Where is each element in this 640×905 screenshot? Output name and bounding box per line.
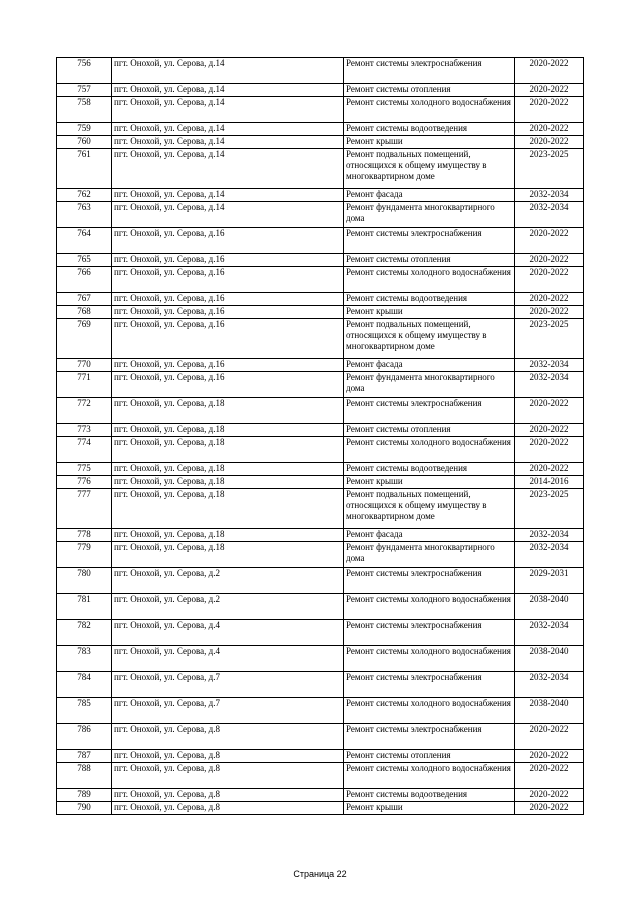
work-type-cell: Ремонт системы холодного водоснабжения	[344, 97, 515, 123]
work-type-cell: Ремонт фундамента многоквартирного дома	[344, 202, 515, 228]
period-cell: 2020-2022	[515, 437, 584, 463]
address-cell: пгт. Онохой, ул. Серова, д.16	[112, 267, 344, 293]
table-row	[57, 463, 584, 476]
table-row	[57, 542, 584, 568]
table-row	[57, 319, 584, 359]
row-number-cell: 790	[57, 802, 112, 815]
period-cell: 2020-2022	[515, 724, 584, 750]
address-cell: пгт. Онохой, ул. Серова, д.18	[112, 542, 344, 568]
table-row	[57, 646, 584, 672]
period-cell: 2020-2022	[515, 228, 584, 254]
row-number-cell: 771	[57, 372, 112, 398]
address-cell: пгт. Онохой, ул. Серова, д.8	[112, 724, 344, 750]
row-number-cell: 780	[57, 568, 112, 594]
work-type-cell: Ремонт системы отопления	[344, 424, 515, 437]
row-number-cell: 765	[57, 254, 112, 267]
work-type-cell: Ремонт системы электроснабжения	[344, 58, 515, 84]
work-type-cell: Ремонт фундамента многоквартирного дома	[344, 372, 515, 398]
row-number-cell: 762	[57, 189, 112, 202]
work-type-cell: Ремонт системы холодного водоснабжения	[344, 267, 515, 293]
row-number-cell: 784	[57, 672, 112, 698]
address-cell: пгт. Онохой, ул. Серова, д.18	[112, 398, 344, 424]
work-type-cell: Ремонт крыши	[344, 476, 515, 489]
work-type-cell: Ремонт системы холодного водоснабжения	[344, 594, 515, 620]
work-type-cell: Ремонт системы отопления	[344, 84, 515, 97]
row-number-cell: 782	[57, 620, 112, 646]
table-row	[57, 424, 584, 437]
row-number-cell: 768	[57, 306, 112, 319]
address-cell: пгт. Онохой, ул. Серова, д.4	[112, 646, 344, 672]
page-number: Страница 22	[293, 869, 347, 879]
work-type-cell: Ремонт крыши	[344, 136, 515, 149]
table-row	[57, 437, 584, 463]
period-cell: 2020-2022	[515, 398, 584, 424]
period-cell: 2023-2025	[515, 149, 584, 189]
row-number-cell: 759	[57, 123, 112, 136]
row-number-cell: 786	[57, 724, 112, 750]
address-cell: пгт. Онохой, ул. Серова, д.18	[112, 463, 344, 476]
table-row	[57, 802, 584, 815]
table-row	[57, 789, 584, 802]
row-number-cell: 787	[57, 750, 112, 763]
work-type-cell: Ремонт крыши	[344, 802, 515, 815]
address-cell: пгт. Онохой, ул. Серова, д.18	[112, 529, 344, 542]
address-cell: пгт. Онохой, ул. Серова, д.7	[112, 698, 344, 724]
row-number-cell: 772	[57, 398, 112, 424]
row-number-cell: 773	[57, 424, 112, 437]
period-cell: 2020-2022	[515, 750, 584, 763]
work-type-cell: Ремонт системы водоотведения	[344, 293, 515, 306]
address-cell: пгт. Онохой, ул. Серова, д.8	[112, 789, 344, 802]
work-type-cell: Ремонт системы отопления	[344, 750, 515, 763]
table-row	[57, 293, 584, 306]
period-cell: 2032-2034	[515, 529, 584, 542]
table-row	[57, 372, 584, 398]
period-cell: 2020-2022	[515, 267, 584, 293]
table-row	[57, 202, 584, 228]
address-cell: пгт. Онохой, ул. Серова, д.14	[112, 149, 344, 189]
address-cell: пгт. Онохой, ул. Серова, д.8	[112, 750, 344, 763]
period-cell: 2020-2022	[515, 58, 584, 84]
work-type-cell: Ремонт фундамента многоквартирного дома	[344, 542, 515, 568]
row-number-cell: 788	[57, 763, 112, 789]
address-cell: пгт. Онохой, ул. Серова, д.16	[112, 372, 344, 398]
period-cell: 2029-2031	[515, 568, 584, 594]
work-type-cell: Ремонт подвальных помещений, относящихся к общему имуществу в многоквартирном доме	[344, 319, 515, 359]
work-type-cell: Ремонт системы холодного водоснабжения	[344, 698, 515, 724]
period-cell: 2014-2016	[515, 476, 584, 489]
table-row	[57, 476, 584, 489]
period-cell: 2020-2022	[515, 123, 584, 136]
work-type-cell: Ремонт системы водоотведения	[344, 123, 515, 136]
work-type-cell: Ремонт системы водоотведения	[344, 463, 515, 476]
period-cell: 2020-2022	[515, 424, 584, 437]
work-type-cell: Ремонт крыши	[344, 306, 515, 319]
work-type-cell: Ремонт фасада	[344, 359, 515, 372]
table-row	[57, 529, 584, 542]
row-number-cell: 789	[57, 789, 112, 802]
address-cell: пгт. Онохой, ул. Серова, д.18	[112, 476, 344, 489]
table-row	[57, 698, 584, 724]
table-row	[57, 594, 584, 620]
period-cell: 2038-2040	[515, 698, 584, 724]
table-row	[57, 267, 584, 293]
table-row	[57, 149, 584, 189]
table-row	[57, 306, 584, 319]
repair-schedule-table	[56, 57, 584, 815]
period-cell: 2020-2022	[515, 293, 584, 306]
table-row	[57, 254, 584, 267]
address-cell: пгт. Онохой, ул. Серова, д.8	[112, 763, 344, 789]
table-row	[57, 228, 584, 254]
table-row	[57, 359, 584, 372]
address-cell: пгт. Онохой, ул. Серова, д.14	[112, 84, 344, 97]
table-row	[57, 58, 584, 84]
address-cell: пгт. Онохой, ул. Серова, д.16	[112, 293, 344, 306]
table-row	[57, 750, 584, 763]
address-cell: пгт. Онохой, ул. Серова, д.18	[112, 489, 344, 529]
table-row	[57, 84, 584, 97]
row-number-cell: 767	[57, 293, 112, 306]
table-row	[57, 136, 584, 149]
address-cell: пгт. Онохой, ул. Серова, д.14	[112, 189, 344, 202]
row-number-cell: 778	[57, 529, 112, 542]
table-row	[57, 568, 584, 594]
work-type-cell: Ремонт системы холодного водоснабжения	[344, 437, 515, 463]
row-number-cell: 777	[57, 489, 112, 529]
address-cell: пгт. Онохой, ул. Серова, д.7	[112, 672, 344, 698]
row-number-cell: 785	[57, 698, 112, 724]
row-number-cell: 769	[57, 319, 112, 359]
address-cell: пгт. Онохой, ул. Серова, д.2	[112, 568, 344, 594]
period-cell: 2020-2022	[515, 97, 584, 123]
table-row	[57, 123, 584, 136]
row-number-cell: 783	[57, 646, 112, 672]
work-type-cell: Ремонт системы электроснабжения	[344, 620, 515, 646]
period-cell: 2020-2022	[515, 254, 584, 267]
work-type-cell: Ремонт системы электроснабжения	[344, 398, 515, 424]
table-row	[57, 672, 584, 698]
address-cell: пгт. Онохой, ул. Серова, д.8	[112, 802, 344, 815]
address-cell: пгт. Онохой, ул. Серова, д.14	[112, 58, 344, 84]
work-type-cell: Ремонт фасада	[344, 529, 515, 542]
address-cell: пгт. Онохой, ул. Серова, д.16	[112, 254, 344, 267]
period-cell: 2032-2034	[515, 359, 584, 372]
row-number-cell: 757	[57, 84, 112, 97]
work-type-cell: Ремонт системы холодного водоснабжения	[344, 763, 515, 789]
period-cell: 2032-2034	[515, 620, 584, 646]
work-type-cell: Ремонт системы электроснабжения	[344, 724, 515, 750]
row-number-cell: 761	[57, 149, 112, 189]
period-cell: 2023-2025	[515, 319, 584, 359]
row-number-cell: 776	[57, 476, 112, 489]
period-cell: 2020-2022	[515, 84, 584, 97]
table-row	[57, 763, 584, 789]
period-cell: 2020-2022	[515, 463, 584, 476]
row-number-cell: 774	[57, 437, 112, 463]
address-cell: пгт. Онохой, ул. Серова, д.14	[112, 136, 344, 149]
table-row	[57, 489, 584, 529]
row-number-cell: 766	[57, 267, 112, 293]
row-number-cell: 781	[57, 594, 112, 620]
table-row	[57, 398, 584, 424]
address-cell: пгт. Онохой, ул. Серова, д.18	[112, 424, 344, 437]
period-cell: 2032-2034	[515, 202, 584, 228]
table-row	[57, 724, 584, 750]
table-row	[57, 97, 584, 123]
row-number-cell: 770	[57, 359, 112, 372]
period-cell: 2023-2025	[515, 489, 584, 529]
period-cell: 2032-2034	[515, 542, 584, 568]
address-cell: пгт. Онохой, ул. Серова, д.4	[112, 620, 344, 646]
address-cell: пгт. Онохой, ул. Серова, д.16	[112, 306, 344, 319]
work-type-cell: Ремонт подвальных помещений, относящихся к общему имуществу в многоквартирном доме	[344, 149, 515, 189]
work-type-cell: Ремонт системы отопления	[344, 254, 515, 267]
work-type-cell: Ремонт фасада	[344, 189, 515, 202]
work-type-cell: Ремонт подвальных помещений, относящихся к общему имуществу в многоквартирном доме	[344, 489, 515, 529]
period-cell: 2020-2022	[515, 136, 584, 149]
table-row	[57, 189, 584, 202]
row-number-cell: 779	[57, 542, 112, 568]
row-number-cell: 763	[57, 202, 112, 228]
period-cell: 2032-2034	[515, 372, 584, 398]
address-cell: пгт. Онохой, ул. Серова, д.16	[112, 359, 344, 372]
address-cell: пгт. Онохой, ул. Серова, д.14	[112, 123, 344, 136]
row-number-cell: 756	[57, 58, 112, 84]
address-cell: пгт. Онохой, ул. Серова, д.2	[112, 594, 344, 620]
row-number-cell: 764	[57, 228, 112, 254]
period-cell: 2032-2034	[515, 189, 584, 202]
work-type-cell: Ремонт системы водоотведения	[344, 789, 515, 802]
row-number-cell: 758	[57, 97, 112, 123]
period-cell: 2038-2040	[515, 594, 584, 620]
period-cell: 2020-2022	[515, 789, 584, 802]
table-row	[57, 620, 584, 646]
row-number-cell: 760	[57, 136, 112, 149]
table-body	[57, 58, 584, 815]
row-number-cell: 775	[57, 463, 112, 476]
period-cell: 2032-2034	[515, 672, 584, 698]
period-cell: 2038-2040	[515, 646, 584, 672]
address-cell: пгт. Онохой, ул. Серова, д.18	[112, 437, 344, 463]
work-type-cell: Ремонт системы электроснабжения	[344, 672, 515, 698]
address-cell: пгт. Онохой, ул. Серова, д.16	[112, 319, 344, 359]
address-cell: пгт. Онохой, ул. Серова, д.14	[112, 97, 344, 123]
address-cell: пгт. Онохой, ул. Серова, д.16	[112, 228, 344, 254]
work-type-cell: Ремонт системы холодного водоснабжения	[344, 646, 515, 672]
period-cell: 2020-2022	[515, 306, 584, 319]
address-cell: пгт. Онохой, ул. Серова, д.14	[112, 202, 344, 228]
period-cell: 2020-2022	[515, 763, 584, 789]
period-cell: 2020-2022	[515, 802, 584, 815]
work-type-cell: Ремонт системы электроснабжения	[344, 568, 515, 594]
work-type-cell: Ремонт системы электроснабжения	[344, 228, 515, 254]
